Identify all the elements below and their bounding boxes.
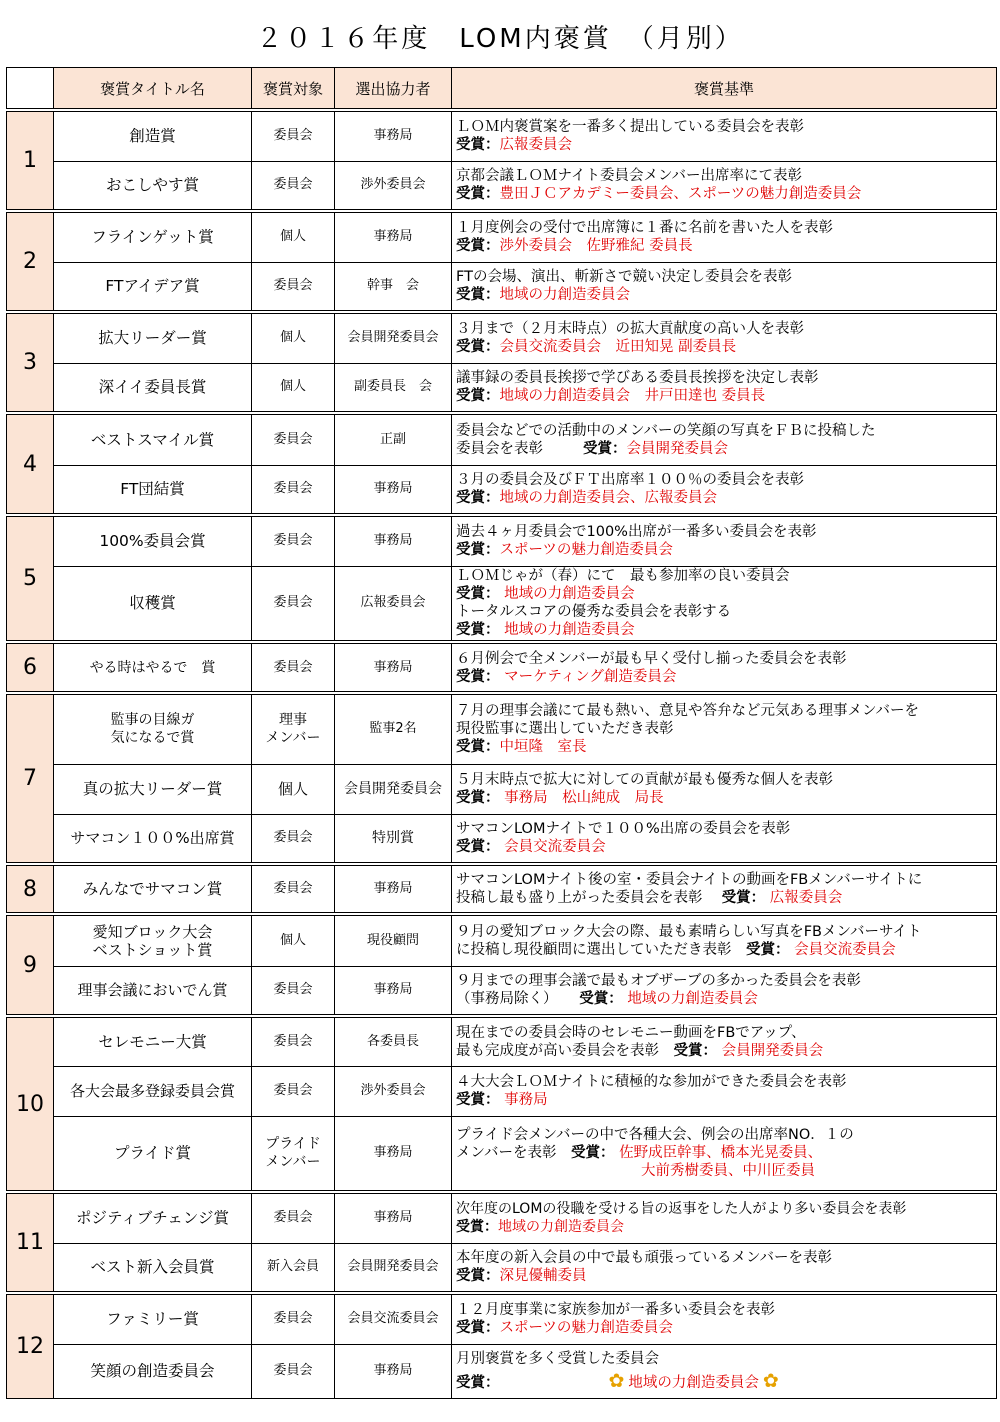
award-name: 真の拡大リーダー賞 <box>54 764 252 814</box>
award-criteria-cell <box>452 211 997 262</box>
table-row <box>7 566 997 642</box>
award-selector: 事務局 <box>335 966 452 1016</box>
table-row <box>7 966 997 1016</box>
award-target: 委員会 <box>252 566 335 642</box>
criteria-text: 月別褒賞を多く受賞した委員会 <box>456 1351 659 1367</box>
award-target: 個人 <box>252 211 335 262</box>
month-number: 10 <box>7 1016 54 1192</box>
award-target: 委員会 <box>252 465 335 515</box>
header-selector: 選出協力者 <box>335 68 452 111</box>
criteria-text: ５月末時点で拡大に対しての貢献が最も優秀な個人を表彰 <box>456 772 833 788</box>
month-number: 11 <box>7 1192 54 1293</box>
recipient-label: 受賞： <box>456 388 500 405</box>
award-winner: 事務局 <box>504 1092 548 1108</box>
recipient-label: 受賞： <box>456 1219 498 1236</box>
award-winner: 会員交流委員会 <box>794 941 896 958</box>
criteria-text: ＬＯＭ内褒賞案を一番多く提出している委員会を表彰 <box>456 119 804 136</box>
award-selector: 事務局 <box>335 1344 452 1398</box>
criteria-text: ３月まで（２月末時点）の拡大貢献度の高い人を表彰 <box>456 321 804 338</box>
award-criteria-cell <box>452 1192 997 1243</box>
award-winner: 地域の力創造委員会 <box>498 1219 624 1236</box>
award-winner: 地域の力創造委員会 <box>504 586 635 603</box>
table-row <box>7 465 997 515</box>
recipient-label: 受賞： <box>456 1268 500 1285</box>
criteria-text-2: に投稿し現役顧問に選出していただき表彰 <box>456 941 732 958</box>
award-name: フラインゲット賞 <box>54 211 252 262</box>
award-target-line2: メンバー <box>265 1154 321 1171</box>
award-winner: 渉外委員会 佐野雅紀 委員長 <box>499 238 693 255</box>
award-target: 個人 <box>252 312 335 363</box>
award-criteria-cell <box>452 363 997 413</box>
criteria-text: ６月例会で全メンバーが最も早く受付し揃った委員会を表彰 <box>456 650 847 667</box>
header-award: 褒賞タイトル名 <box>54 68 252 111</box>
recipient-label: 受賞： <box>583 440 627 457</box>
award-selector: 事務局 <box>335 465 452 515</box>
award-criteria-cell <box>452 1016 997 1066</box>
award-name: ポジティブチェンジ賞 <box>54 1192 252 1243</box>
table-row <box>7 642 997 693</box>
award-name: 各大会最多登録委員会賞 <box>54 1066 252 1116</box>
recipient-label: 受賞： <box>456 622 500 639</box>
award-target: 委員会 <box>252 814 335 864</box>
criteria-text: ９月までの理事会議で最もオブザーブの多かった委員会を表彰 <box>456 973 861 990</box>
award-target: 委員会 <box>252 1016 335 1066</box>
award-criteria-cell <box>452 864 997 914</box>
award-criteria-cell <box>452 1344 997 1398</box>
award-target: 個人 <box>252 914 335 966</box>
award-target: 委員会 <box>252 864 335 914</box>
criteria-text: 過去４ヶ月委員会で100%出席が一番多い委員会を表彰 <box>456 524 817 541</box>
award-criteria-cell <box>452 814 997 864</box>
criteria-text: ４大大会ＬＯＭナイトに積極的な参加ができた委員会を表彰 <box>456 1074 847 1090</box>
award-winner: スポーツの魅力創造委員会 <box>499 542 673 559</box>
award-criteria-cell <box>452 161 997 211</box>
month-number: 12 <box>7 1293 54 1398</box>
award-winner: 地域の力創造委員会 <box>499 287 630 304</box>
month-number: 3 <box>7 312 54 413</box>
flower-icon: ✿ <box>608 1370 625 1392</box>
award-selector: 広報委員会 <box>335 566 452 642</box>
criteria-text-2: （事務局除く） <box>456 991 551 1008</box>
recipient-label: 受賞： <box>673 1042 717 1059</box>
award-target: 委員会 <box>252 642 335 693</box>
award-target-line1: 理事 <box>279 712 307 729</box>
criteria-text: 本年度の新入会員の中で最も頑張っているメンバーを表彰 <box>456 1250 832 1267</box>
award-criteria-cell <box>452 1066 997 1116</box>
table-row <box>7 161 997 211</box>
award-name: プライド賞 <box>54 1116 252 1192</box>
award-winner: 地域の力創造委員会 <box>628 1375 759 1391</box>
award-name: 収穫賞 <box>54 566 252 642</box>
award-winner: 豊田ＪＣアカデミー委員会、スポーツの魅力創造委員会 <box>499 186 862 203</box>
criteria-text: １２月度事業に家族参加が一番多い委員会を表彰 <box>456 1302 775 1319</box>
award-name: サマコン１００%出席賞 <box>54 814 252 864</box>
table-row <box>7 1066 997 1116</box>
table-row <box>7 413 997 465</box>
award-selector: 幹事 会 <box>335 262 452 312</box>
recipient-label: 受賞： <box>456 839 500 856</box>
recipient-label: 受賞： <box>456 739 500 756</box>
criteria-text-2: メンバーを表彰 <box>456 1145 557 1162</box>
header-row <box>7 68 997 111</box>
criteria-text-2: 現役監事に選出していただき表彰 <box>456 721 674 738</box>
award-winner-2: 大前秀樹委員、中川匠委員 <box>641 1163 815 1180</box>
month-number: 6 <box>7 642 54 693</box>
award-selector: 事務局 <box>335 110 452 161</box>
table-row <box>7 914 997 966</box>
award-winner: スポーツの魅力創造委員会 <box>499 1320 673 1337</box>
award-target: 委員会 <box>252 413 335 465</box>
recipient-label: 受賞： <box>456 339 500 356</box>
award-selector: 会員交流委員会 <box>335 1293 452 1344</box>
table-row <box>7 262 997 312</box>
award-name-line2: 気になるで賞 <box>110 730 195 747</box>
award-name: 深イイ委員長賞 <box>54 363 252 413</box>
award-name: セレモニー大賞 <box>54 1016 252 1066</box>
month-number: 5 <box>7 515 54 642</box>
award-target: 委員会 <box>252 1192 335 1243</box>
award-target: 委員会 <box>252 1293 335 1344</box>
criteria-text: ３月の委員会及びＦＴ出席率１００％の委員会を表彰 <box>456 472 804 489</box>
award-target: 委員会 <box>252 262 335 312</box>
award-winner: 会員開発委員会 <box>721 1042 824 1059</box>
award-target: 委員会 <box>252 161 335 211</box>
recipient-label: 受賞： <box>456 790 500 806</box>
criteria-text-2: 委員会を表彰 <box>456 440 543 457</box>
award-winner: 地域の力創造委員会、広報委員会 <box>499 490 717 507</box>
table-row <box>7 864 997 914</box>
award-name-line1: 監事の目線ガ <box>110 712 195 729</box>
header-criteria: 褒賞基準 <box>452 68 997 111</box>
award-selector: 事務局 <box>335 515 452 566</box>
recipient-label: 受賞： <box>456 1375 500 1391</box>
award-target: 新入会員 <box>252 1243 335 1293</box>
recipient-label: 受賞： <box>721 890 766 906</box>
criteria-text-2: 投稿し最も盛り上がった委員会を表彰 <box>456 890 703 906</box>
award-criteria-cell <box>452 413 997 465</box>
award-winner: 中垣隆 室長 <box>499 739 587 756</box>
table-row <box>7 764 997 814</box>
table-row <box>7 814 997 864</box>
award-target: 委員会 <box>252 110 335 161</box>
award-selector: 会員開発委員会 <box>335 312 452 363</box>
recipient-label: 受賞： <box>456 238 500 255</box>
award-name <box>54 693 252 764</box>
table-row <box>7 1192 997 1243</box>
criteria-text: FTの会場、演出、斬新さで競い決定し委員会を表彰 <box>456 269 792 286</box>
criteria-text-2: トータルスコアの優秀な委員会を表彰する <box>456 604 732 621</box>
award-target-line2: メンバー <box>265 730 321 747</box>
award-name: FT団結賞 <box>54 465 252 515</box>
month-number: 1 <box>7 110 54 211</box>
award-name <box>54 914 252 966</box>
award-criteria-cell <box>452 764 997 814</box>
award-name: FTアイデア賞 <box>54 262 252 312</box>
award-selector: 現役顧問 <box>335 914 452 966</box>
award-winner: マーケティング創造委員会 <box>504 668 677 685</box>
award-name: 理事会議においでん賞 <box>54 966 252 1016</box>
month-number: 8 <box>7 864 54 914</box>
recipient-label: 受賞： <box>570 1145 615 1162</box>
award-winner: 地域の力創造委員会 <box>627 991 758 1008</box>
award-winner: 佐野成臣幹事、橋本光晃委員、 <box>619 1145 823 1162</box>
table-row <box>7 312 997 363</box>
award-criteria-cell <box>452 642 997 693</box>
recipient-label: 受賞： <box>456 490 500 507</box>
award-target-line1: プライド <box>265 1136 321 1153</box>
award-selector: 会員開発委員会 <box>335 764 452 814</box>
award-target: 委員会 <box>252 515 335 566</box>
award-target <box>252 1116 335 1192</box>
table-row <box>7 693 997 764</box>
criteria-text: 京都会議ＬＯＭナイト委員会メンバー出席率にて表彰 <box>456 168 802 185</box>
award-name: 拡大リーダー賞 <box>54 312 252 363</box>
award-selector: 副委員長 会 <box>335 363 452 413</box>
award-name-line1: 愛知ブロック大会 <box>92 922 213 941</box>
criteria-text: 次年度のLOMの役職を受ける旨の返事をした人がより多い委員会を表彰 <box>456 1201 907 1218</box>
award-selector: 渉外委員会 <box>335 1066 452 1116</box>
header-month <box>7 68 54 111</box>
award-criteria-cell <box>452 1243 997 1293</box>
recipient-label: 受賞： <box>456 137 500 154</box>
recipient-label: 受賞： <box>746 941 790 958</box>
award-criteria-cell <box>452 262 997 312</box>
award-selector: 事務局 <box>335 1116 452 1192</box>
award-winner: 会員交流委員会 近田知晃 副委員長 <box>499 339 737 356</box>
award-criteria-cell <box>452 914 997 966</box>
table-row <box>7 1116 997 1192</box>
award-target: 委員会 <box>252 1066 335 1116</box>
award-criteria-cell <box>452 566 997 642</box>
table-row <box>7 515 997 566</box>
table-row <box>7 1344 997 1398</box>
month-number: 9 <box>7 914 54 1016</box>
award-target: 個人 <box>252 764 335 814</box>
award-target <box>252 693 335 764</box>
month-number: 2 <box>7 211 54 312</box>
recipient-label: 受賞： <box>456 1320 500 1337</box>
award-target: 委員会 <box>252 966 335 1016</box>
criteria-text: サマコンLOMナイトで１００%出席の委員会を表彰 <box>456 821 791 838</box>
award-target: 個人 <box>252 363 335 413</box>
award-winner: 広報委員会 <box>769 890 843 906</box>
award-name: やる時はやるで 賞 <box>54 642 252 693</box>
recipient-label: 受賞： <box>456 186 500 203</box>
award-winner: 事務局 松山純成 局長 <box>504 790 664 806</box>
criteria-text: プライド会メンバーの中で各種大会、例会の出席率NO．１の <box>456 1127 854 1144</box>
award-selector: 正副 <box>335 413 452 465</box>
award-criteria-cell <box>452 465 997 515</box>
award-selector: 会員開発委員会 <box>335 1243 452 1293</box>
award-name: ベストスマイル賞 <box>54 413 252 465</box>
award-selector: 事務局 <box>335 864 452 914</box>
award-winner: 広報委員会 <box>499 137 572 154</box>
award-criteria-cell <box>452 1293 997 1344</box>
award-target: 委員会 <box>252 1344 335 1398</box>
flower-icon: ✿ <box>762 1370 779 1392</box>
month-number: 7 <box>7 693 54 864</box>
header-target: 褒賞対象 <box>252 68 335 111</box>
table-row <box>7 1243 997 1293</box>
recipient-label: 受賞： <box>456 287 500 304</box>
table-row <box>7 211 997 262</box>
table-row <box>7 363 997 413</box>
recipient-label: 受賞： <box>456 586 500 603</box>
award-selector: 事務局 <box>335 1192 452 1243</box>
criteria-text: 委員会などでの活動中のメンバーの笑顔の写真をＦＢに投稿した <box>456 422 876 439</box>
award-name: ベスト新入会員賞 <box>54 1243 252 1293</box>
criteria-text: １月度例会の受付で出席簿に１番に名前を書いた人を表彰 <box>456 220 833 237</box>
page-title: ２０１６年度 LOM内褒賞 （月別） <box>256 24 744 54</box>
award-selector: 事務局 <box>335 642 452 693</box>
table-row <box>7 1293 997 1344</box>
award-winner: 会員開発委員会 <box>626 440 728 457</box>
table-row <box>7 1016 997 1066</box>
award-winner: 深見優輔委員 <box>499 1268 587 1285</box>
recipient-label: 受賞： <box>456 1092 500 1108</box>
criteria-text-2: 最も完成度が高い委員会を表彰 <box>456 1042 659 1059</box>
criteria-text: ＬＯＭじゃが（春）にて 最も参加率の良い委員会 <box>456 568 790 585</box>
award-criteria-cell <box>452 966 997 1016</box>
award-selector: 渉外委員会 <box>335 161 452 211</box>
award-criteria-cell <box>452 312 997 363</box>
award-selector: 事務局 <box>335 211 452 262</box>
award-criteria-cell <box>452 693 997 764</box>
award-criteria-cell <box>452 515 997 566</box>
award-winner: 会員交流委員会 <box>504 839 606 856</box>
month-number: 4 <box>7 413 54 515</box>
recipient-label: 受賞： <box>456 668 500 685</box>
recipient-label: 受賞： <box>456 542 500 559</box>
award-name-line2: ベストショット賞 <box>92 940 213 959</box>
criteria-text: サマコンLOMナイト後の室・委員会ナイトの動画をFBメンバーサイトに <box>456 872 923 888</box>
award-winner: 地域の力創造委員会 井戸田達也 委員長 <box>499 388 766 405</box>
award-selector: 監事2名 <box>335 693 452 764</box>
award-table <box>6 67 997 1399</box>
award-selector: 特別賞 <box>335 814 452 864</box>
criteria-text: ９月の愛知ブロック大会の際、最も素晴らしい写真をFBメンバーサイト <box>456 923 922 940</box>
recipient-label: 受賞： <box>579 991 623 1008</box>
award-name: 100%委員会賞 <box>54 515 252 566</box>
award-name: 創造賞 <box>54 110 252 161</box>
award-winner-2: 地域の力創造委員会 <box>504 622 635 639</box>
criteria-text: 現在までの委員会時のセレモニー動画をFBでアップ、 <box>456 1024 806 1041</box>
award-name: みんなでサマコン賞 <box>54 864 252 914</box>
award-name: 笑顔の創造委員会 <box>54 1344 252 1398</box>
award-selector: 各委員長 <box>335 1016 452 1066</box>
award-criteria-cell <box>452 1116 997 1192</box>
criteria-text: 議事録の委員長挨拶で学びある委員長挨拶を決定し表彰 <box>456 370 819 387</box>
award-criteria-cell <box>452 110 997 161</box>
award-name: ファミリー賞 <box>54 1293 252 1344</box>
table-row <box>7 110 997 161</box>
award-name: おこしやす賞 <box>54 161 252 211</box>
criteria-text: ７月の理事会議にて最も熱い、意見や答弁など元気ある理事メンバーを <box>456 703 919 720</box>
